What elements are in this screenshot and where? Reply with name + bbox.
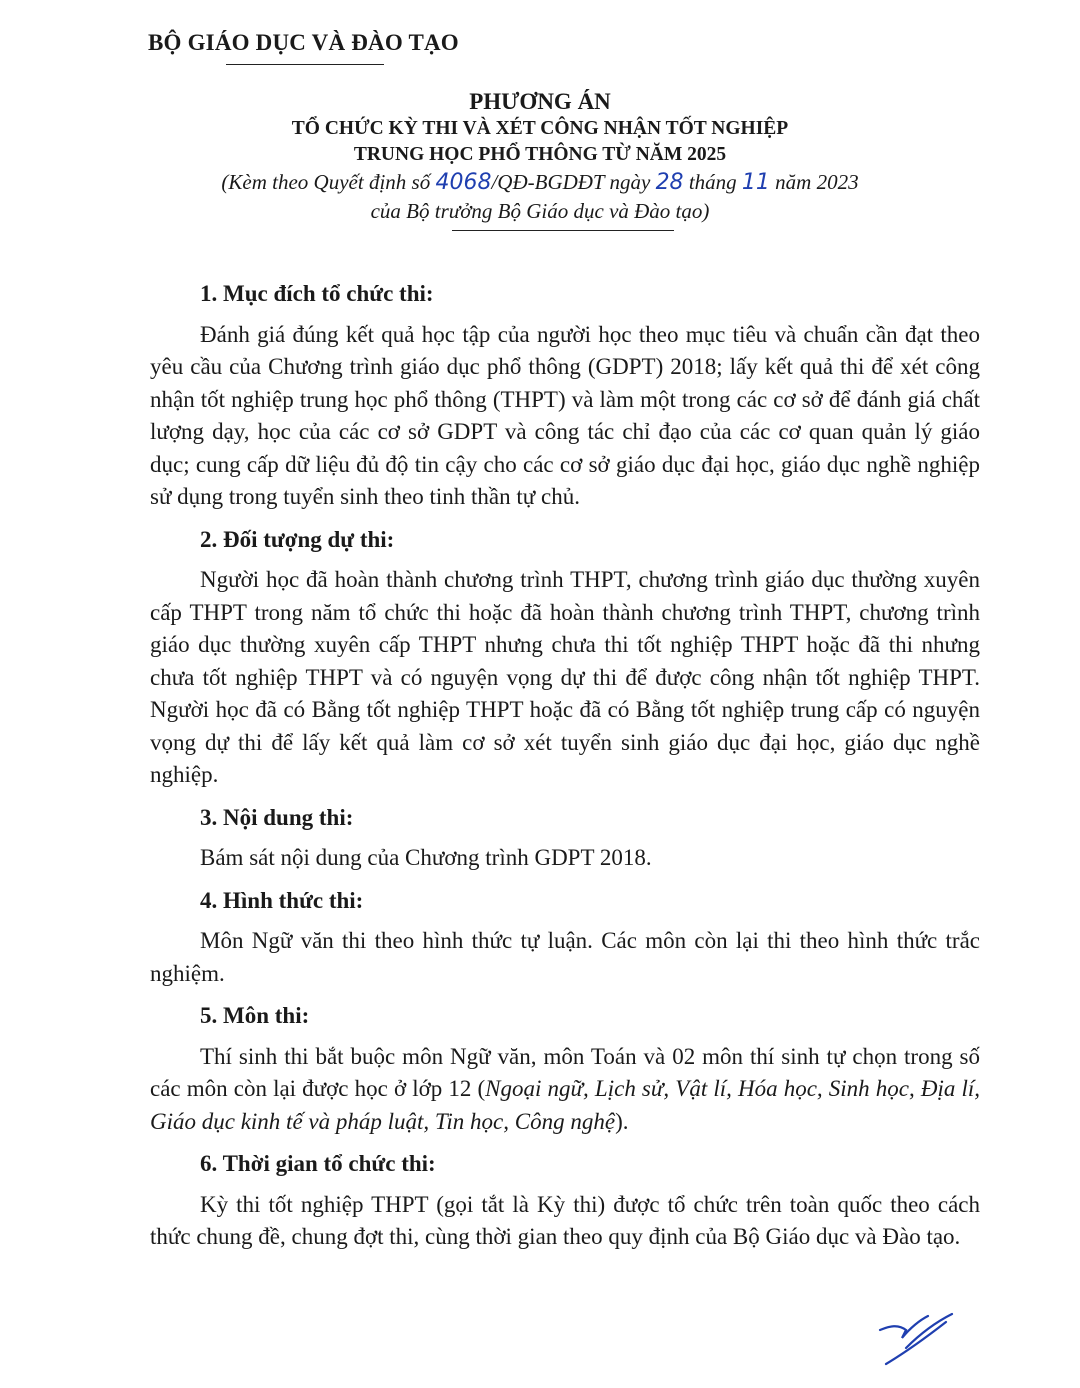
attachment-mid1: /QĐ-BGDĐT ngày <box>491 170 656 194</box>
document-title-block <box>0 88 1080 225</box>
ministry-underline <box>226 64 384 65</box>
section-body-5-prefix: Thí sinh thi bắt buộc môn Ngữ văn, môn Toán và 02 môn thí sinh tự chọn trong số các môn còn lại được học ở lớp 12 ( <box>150 1043 980 1101</box>
section-heading-4: 4. Hình thức thi: <box>200 887 364 913</box>
document-subtitle-line2: TRUNG HỌC PHỔ THÔNG TỪ NĂM 2025 <box>353 144 727 165</box>
document-body <box>150 268 980 1254</box>
section-body-5-suffix: ). <box>615 1108 629 1134</box>
document-subtitle-line1: TỔ CHỨC KỲ THI VÀ XÉT CÔNG NHẬN TỐT NGHIỆP <box>291 118 789 139</box>
section-body-6: Kỳ thi tốt nghiệp THPT (gọi tắt là Kỳ thi) được tổ chức trên toàn quốc theo cách thức chung đề, chung đợt thi, cùng thời gian theo quy định của Bộ Giáo dục và Đào tạo. <box>150 1191 980 1249</box>
section-heading-3: 3. Nội dung thi: <box>200 804 354 830</box>
ministry-name: BỘ GIÁO DỤC VÀ ĐÀO TẠO <box>148 30 459 55</box>
document-title: PHƯƠNG ÁN <box>469 89 611 114</box>
section-body-4: Môn Ngữ văn thi theo hình thức tự luận. Các môn còn lại thi theo hình thức trắc nghiệm. <box>150 928 980 986</box>
month-handwritten: 11 <box>741 170 770 195</box>
title-underline <box>452 230 674 231</box>
section-heading-1: 1. Mục đích tổ chức thi: <box>200 281 434 306</box>
day-handwritten: 28 <box>655 170 684 195</box>
section-body-2: Người học đã hoàn thành chương trình THPT, chương trình giáo dục thường xuyên cấp THPT trong năm tổ chức thi hoặc đã hoàn thành chương trình THPT, chương trình giáo dục thường xuyên cấp THPT nhưng chưa thi tốt nghiệp THPT hoặc đã thi nhưng chưa tốt nghiệp THPT và có nguyện vọng dự thi để được công nhận tốt nghiệp THPT. Người học đã có Bằng tốt nghiệp THPT hoặc đã có Bằng tốt nghiệp trung cấp có nguyện vọng dự thi để lấy kết quả làm cơ sở xét tuyển sinh giáo dục đại học, giáo dục nghề nghiệp. <box>150 567 980 787</box>
attachment-note-line1 <box>0 168 1080 197</box>
elective-subjects-list: Ngoại ngữ, Lịch sử, Vật lí, Hóa học, Sinh học, Địa lí, Giáo dục kinh tế và pháp luật, Tin học, Công nghệ <box>150 1076 981 1134</box>
section-heading-6: 6. Thời gian tổ chức thi: <box>200 1151 436 1176</box>
section-body-1: Đánh giá đúng kết quả học tập của người học theo mục tiêu và chuẩn cần đạt theo yêu cầu của Chương trình giáo dục phổ thông (GDPT) 2018; lấy kết quả thi để xét công nhận tốt nghiệp trung học phổ thông (THPT) và làm một trong các cơ sở để đánh giá chất lượng dạy, học của các cơ sở GDPT và công tác chỉ đạo của các cơ quan quản lý giáo dục; cung cấp dữ liệu đủ độ tin cậy cho các cơ sở giáo dục đại học, giáo dục nghề nghiệp sử dụng trong tuyển sinh theo tinh thần tự chủ. <box>150 321 980 509</box>
attachment-mid2: tháng <box>683 170 742 194</box>
attachment-mid3: năm 2023 <box>769 170 859 194</box>
initial-signature-icon <box>876 1308 956 1368</box>
section-body-5 <box>150 1041 980 1139</box>
decision-number-handwritten: 4068 <box>435 170 492 195</box>
section-body-3: Bám sát nội dung của Chương trình GDPT 2018. <box>200 845 652 870</box>
attachment-note-line2: của Bộ trưởng Bộ Giáo dục và Đào tạo) <box>370 199 710 223</box>
section-heading-5: 5. Môn thi: <box>200 1003 310 1028</box>
attachment-prefix: (Kèm theo Quyết định số <box>221 170 436 194</box>
section-heading-2: 2. Đối tượng dự thi: <box>200 526 395 552</box>
